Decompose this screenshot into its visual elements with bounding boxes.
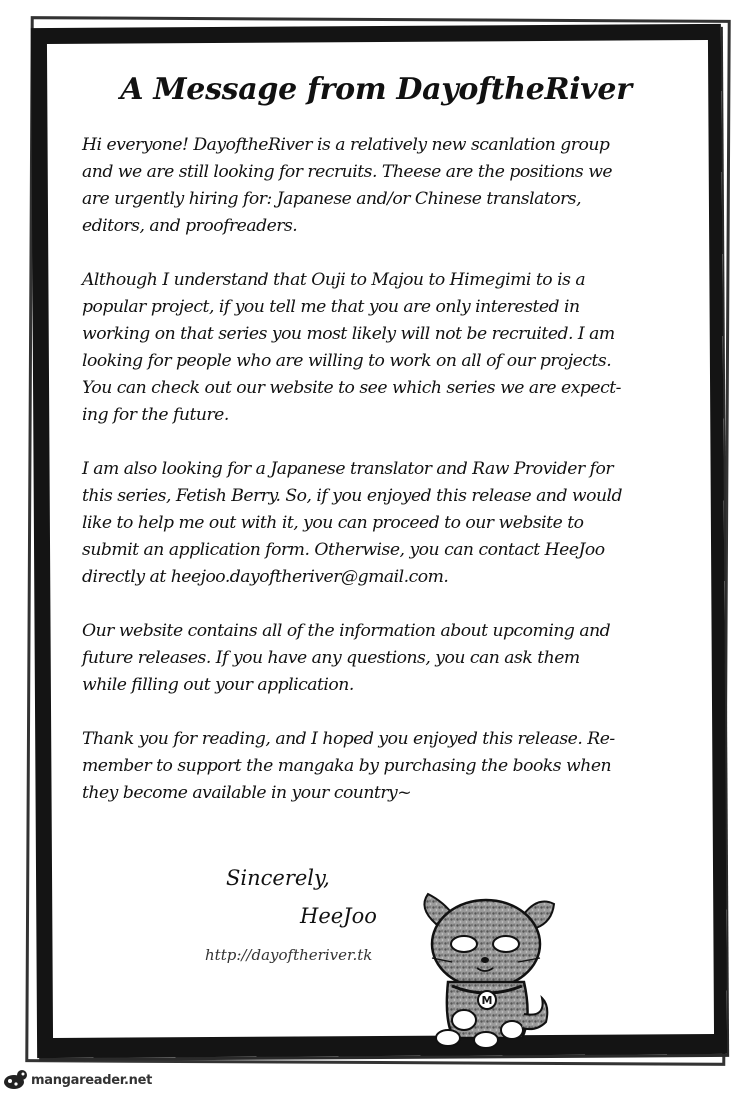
paragraph-line: member to support the mangaka by purchasing the books when	[82, 756, 612, 776]
paragraph-line: Although I understand that Ouji to Majou to Himegimi to is a	[82, 270, 586, 290]
paragraph-line: directly at heejoo.dayoftheriver@gmail.com.	[82, 567, 449, 587]
cat-mascot-icon	[414, 882, 564, 1050]
collar-tag-letter: M	[481, 994, 493, 1007]
message-body	[82, 70, 690, 834]
signoff-closing: Sincerely,	[226, 866, 330, 890]
paragraph-line: like to help me out with it, you can proceed to our website to	[82, 513, 584, 533]
paragraph-line: are urgently hiring for: Japanese and/or Chinese translators,	[82, 189, 582, 209]
watermark	[2, 1068, 152, 1092]
paragraph-line: this series, Fetish Berry. So, if you enjoyed this release and would	[82, 486, 623, 506]
paragraph-line: while filling out your application.	[82, 675, 354, 695]
website-url[interactable]: http://dayoftheriver.tk	[205, 946, 373, 964]
paragraph-line: popular project, if you tell me that you are only interested in	[82, 297, 580, 317]
page-title: A Message from DayoftheRiver	[120, 72, 632, 107]
paragraph-line: I am also looking for a Japanese translator and Raw Provider for	[82, 459, 614, 479]
paragraph-line: editors, and proofreaders.	[82, 216, 298, 236]
paragraph-project	[82, 267, 690, 429]
paragraph-line: Our website contains all of the information about upcoming and	[82, 621, 611, 641]
paragraph-line: You can check out our website to see which series we are expect-	[82, 378, 621, 398]
signoff-name: HeeJoo	[300, 904, 377, 928]
paragraph-website	[82, 618, 690, 699]
watermark-text: mangareader.net	[31, 1072, 153, 1088]
paragraph-line: they become available in your country~	[82, 783, 412, 803]
paragraph-line: Hi everyone! DayoftheRiver is a relatively new scanlation group	[82, 135, 610, 155]
paragraph-line: ing for the future.	[82, 405, 229, 425]
paragraph-line: working on that series you most likely will not be recruited. I am	[82, 324, 615, 344]
paragraph-line: looking for people who are willing to work on all of our projects.	[82, 351, 612, 371]
paragraph-line: Thank you for reading, and I hoped you enjoyed this release. Re-	[82, 729, 615, 749]
paragraph-translator	[82, 456, 690, 591]
manga-reader-logo-icon	[2, 1069, 28, 1091]
paragraph-line: future releases. If you have any questions, you can ask them	[82, 648, 580, 668]
paragraph-line: submit an application form. Otherwise, you can contact HeeJoo	[82, 540, 605, 560]
paragraph-line: and we are still looking for recruits. Theese are the positions we	[82, 162, 613, 182]
paragraph-intro	[82, 132, 690, 240]
paragraph-thanks	[82, 726, 690, 807]
